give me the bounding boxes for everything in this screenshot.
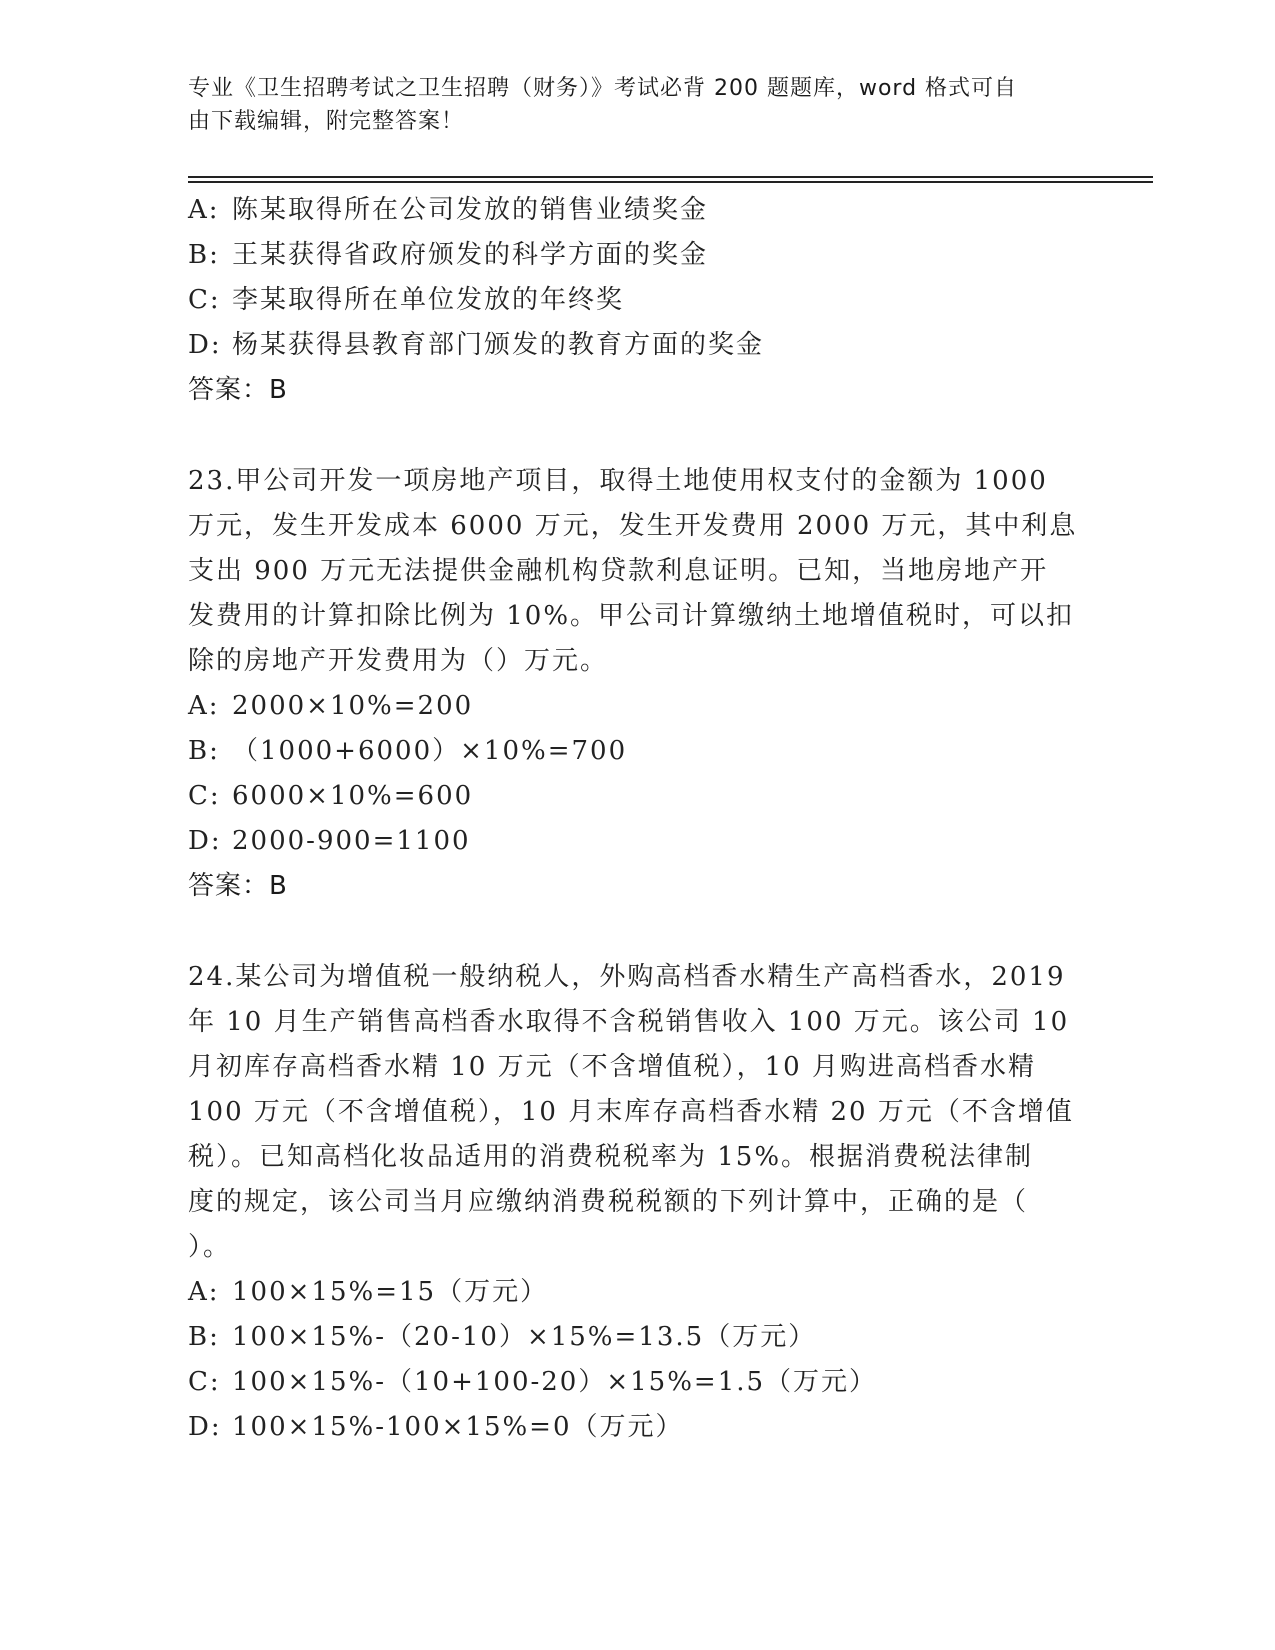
answer-line: 答案：B [188,871,288,901]
option-d: D: 杨某获得县教育部门颁发的教育方面的奖金 [188,330,765,360]
question-text-line: 除的房地产开发费用为（）万元。 [188,646,609,676]
question-text-line: 23.甲公司开发一项房地产项目，取得土地使用权支付的金额为 1000 [188,466,1048,496]
header-divider-top [188,176,1153,178]
question-text-line: 100 万元（不含增值税），10 月末库存高档香水精 20 万元（不含增值 [188,1097,1074,1127]
option-c: C: 6000×10%=600 [188,781,474,811]
option-d: D: 2000-900=1100 [188,826,471,856]
question-text-line: 年 10 月生产销售高档香水取得不含税销售收入 100 万元。该公司 10 [188,1007,1070,1037]
question-text-line: ）。 [188,1232,232,1262]
option-b: B: 100×15%-（20-10）×15%=13.5（万元） [188,1322,817,1352]
option-b: B: （1000+6000）×10%=700 [188,736,628,766]
question-text-line: 24.某公司为增值税一般纳税人，外购高档香水精生产高档香水，2019 [188,962,1066,992]
answer-line: 答案：B [188,375,288,405]
option-c: C: 李某取得所在单位发放的年终奖 [188,285,625,315]
question-text-line: 度的规定，该公司当月应缴纳消费税税额的下列计算中，正确的是（ [188,1187,1029,1217]
question-23 [188,459,1088,909]
header-line-2: 由下载编辑，附完整答案！ [188,109,465,134]
option-a: A: 100×15%=15（万元） [188,1277,549,1307]
question-24 [188,955,1088,1450]
option-a: A: 陈某取得所在公司发放的销售业绩奖金 [188,195,709,225]
header-line-1: 专业《卫生招聘考试之卫生招聘（财务）》考试必背 200 题题库，word 格式可自 [188,76,1018,101]
header-divider-bottom [188,181,1153,183]
option-a: A: 2000×10%=200 [188,691,474,721]
question-text-line: 月初库存高档香水精 10 万元（不含增值税），10 月购进高档香水精 [188,1052,1036,1082]
option-c: C: 100×15%-（10+100-20）×15%=1.5（万元） [188,1367,878,1397]
question-text-line: 万元，发生开发成本 6000 万元，发生开发费用 2000 万元，其中利息 [188,511,1078,541]
document-header [188,72,1068,138]
question-text-line: 税）。已知高档化妆品适用的消费税税率为 15%。根据消费税法律制 [188,1142,1034,1172]
question-22 [188,188,1088,413]
option-d: D: 100×15%-100×15%=0（万元） [188,1412,684,1442]
document-body [188,188,1088,1450]
option-b: B: 王某获得省政府颁发的科学方面的奖金 [188,240,709,270]
question-text-line: 支出 900 万元无法提供金融机构贷款利息证明。已知，当地房地产开 [188,556,1049,586]
question-text-line: 发费用的计算扣除比例为 10%。甲公司计算缴纳土地增值税时，可以扣 [188,601,1075,631]
